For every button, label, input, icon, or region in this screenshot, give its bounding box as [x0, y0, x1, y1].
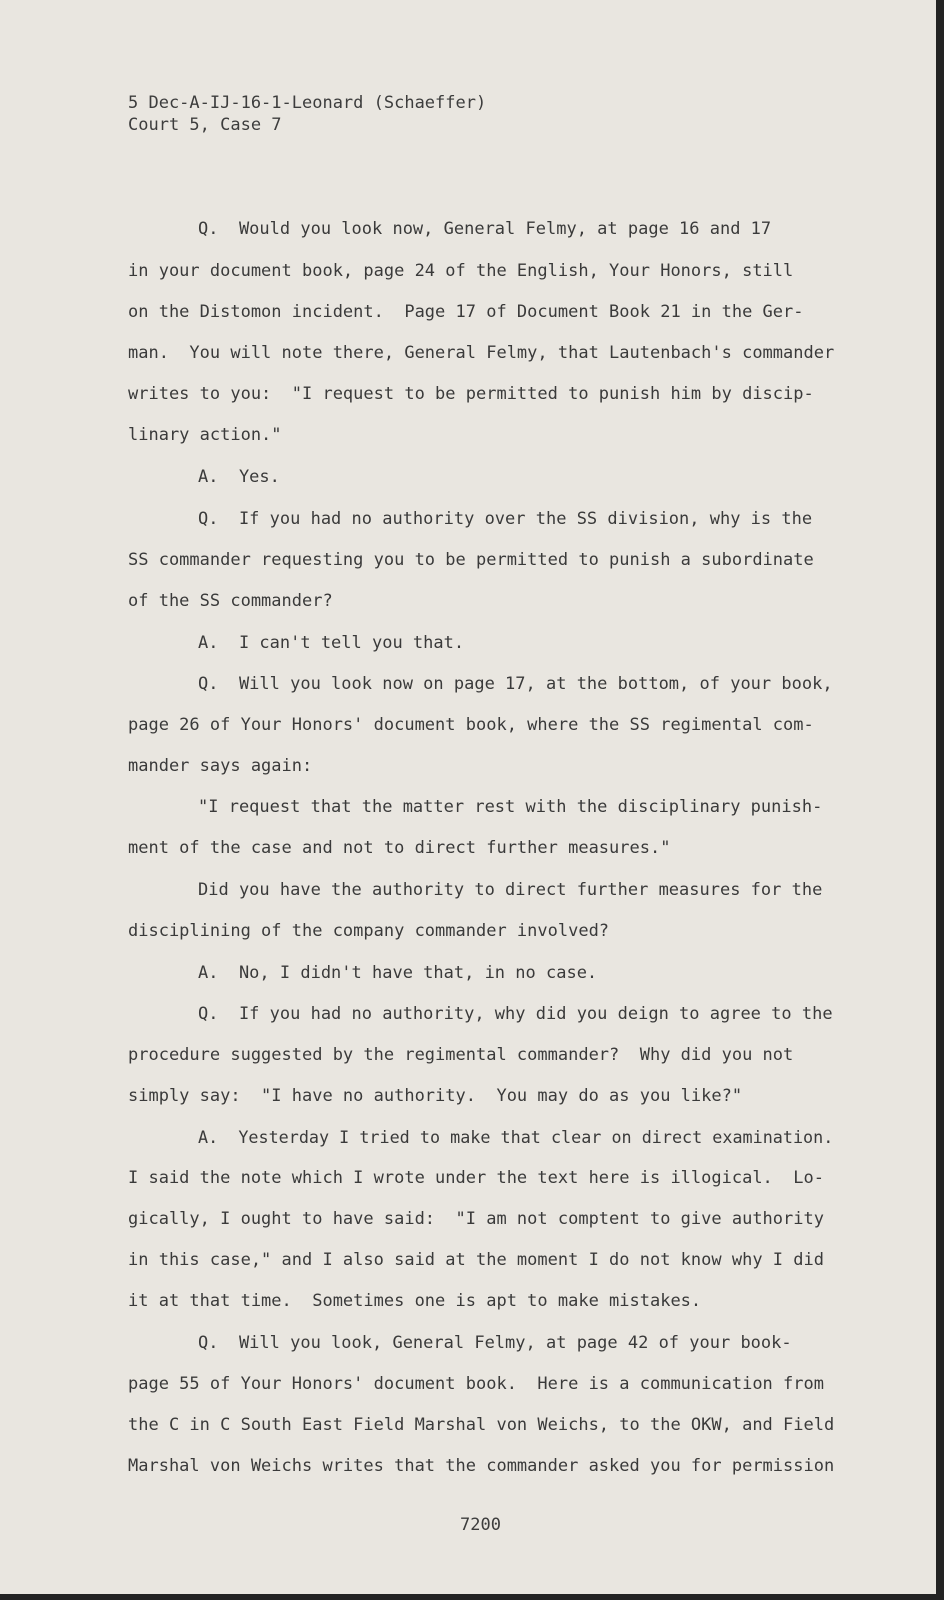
document-header	[128, 92, 486, 136]
text-line: A. Yesterday I tried to make that clear on direct examination.	[198, 1127, 834, 1147]
header-line-1: 5 Dec-A-IJ-16-1-Leonard (Schaeffer)	[128, 93, 487, 113]
text-line: in your document book, page 24 of the English, Your Honors, still	[128, 261, 794, 281]
text-line: A. No, I didn't have that, in no case.	[198, 963, 598, 983]
text-line: the C in C South East Field Marshal von Weichs, to the OKW, and Field	[128, 1415, 835, 1435]
text-line: "I request that the matter rest with the disciplinary punish-	[198, 797, 823, 817]
header-line-2: Court 5, Case 7	[128, 115, 282, 135]
text-line: Marshal von Weichs writes that the commander asked you for permission	[128, 1456, 835, 1476]
text-line: linary action."	[128, 425, 282, 445]
text-line: page 55 of Your Honors' document book. Here is a communication from	[128, 1374, 824, 1394]
text-line: Q. Will you look now on page 17, at the bottom, of your book,	[198, 674, 833, 694]
text-line: procedure suggested by the regimental commander? Why did you not	[128, 1045, 794, 1065]
text-line: Q. Will you look, General Felmy, at page 42 of your book-	[198, 1333, 792, 1353]
text-line: on the Distomon incident. Page 17 of Document Book 21 in the Ger-	[128, 302, 804, 322]
text-line: I said the note which I wrote under the text here is illogical. Lo-	[128, 1168, 824, 1188]
text-line: it at that time. Sometimes one is apt to make mistakes.	[128, 1291, 702, 1311]
text-line: writes to you: "I request to be permitted to punish him by discip-	[128, 384, 814, 404]
text-line: man. You will note there, General Felmy, that Lautenbach's commander	[128, 343, 835, 363]
text-line: SS commander requesting you to be permitted to punish a subordinate	[128, 550, 814, 570]
text-line: mander says again:	[128, 756, 313, 776]
text-line: ment of the case and not to direct further measures."	[128, 838, 671, 858]
text-line: page 26 of Your Honors' document book, where the SS regimental com-	[128, 715, 814, 735]
text-line: Did you have the authority to direct further measures for the	[198, 880, 823, 900]
text-line: A. I can't tell you that.	[198, 633, 465, 653]
text-line: A. Yes.	[198, 467, 280, 487]
text-line: of the SS commander?	[128, 591, 333, 611]
page-number: 7200	[460, 1515, 501, 1535]
text-line: in this case," and I also said at the moment I do not know why I did	[128, 1250, 824, 1270]
text-line: Q. Would you look now, General Felmy, at page 16 and 17	[198, 219, 772, 239]
text-line: Q. If you had no authority over the SS division, why is the	[198, 509, 813, 529]
text-line: simply say: "I have no authority. You may do as you like?"	[128, 1086, 743, 1106]
text-line: gically, I ought to have said: "I am not comptent to give authority	[128, 1209, 824, 1229]
text-line: Q. If you had no authority, why did you deign to agree to the	[198, 1004, 833, 1024]
text-line: disciplining of the company commander involved?	[128, 921, 610, 941]
